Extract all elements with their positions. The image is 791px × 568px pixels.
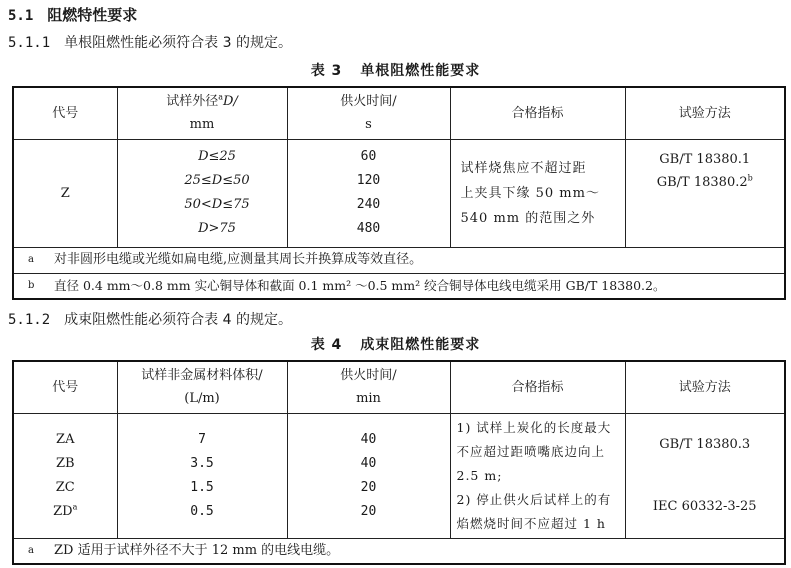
criteria-line: 试样烧焦应不超过距 [460,160,587,176]
time-value: 40 [360,455,377,471]
criteria-line: 1) 试样上炭化的长度最大 [456,419,612,435]
criteria-line: 540 mm 的范围之外 [460,210,596,226]
criteria-line: 2) 停止供火后试样上的有 [456,491,612,507]
table4-header-criteria: 合格指标 [450,361,625,413]
table3-header-criteria: 合格指标 [450,87,625,139]
diameter-row: 25≤D≤50 [184,173,250,188]
method-line: GB/T 18380.3 [659,437,751,452]
volume-value: 0.5 [190,503,214,519]
section-heading [8,4,137,25]
table4-volumes [117,413,287,538]
time-value: 480 [356,221,381,236]
table3-header-method: 试验方法 [625,87,785,139]
clause-text: 成束阻燃性能必须符合表 4 的规定。 [64,312,292,328]
method-footnote-mark: b [747,173,753,183]
table3-code: Z [13,139,117,247]
volume-value: 1.5 [190,479,214,495]
clause-number: 5.1.2 [8,312,51,328]
time-value: 120 [356,173,381,188]
clause-number: 5.1.1 [8,35,51,51]
diameter-row: D>75 [198,221,236,236]
table3-caption-number: 表 3 [310,63,343,79]
table3-note-b [13,273,785,299]
table4-header-volume [117,361,287,413]
method-line: GB/T 18380.2$^b$ [656,173,753,190]
time-header-text: 供火时间/ [340,368,397,384]
table3-times [287,139,450,247]
clause-text: 单根阻燃性能必须符合表 3 的规定。 [64,35,292,51]
table4-caption [0,334,791,354]
table-4 [12,360,786,565]
table3-caption-title: 单根阻燃性能要求 [360,63,481,79]
criteria-line: 不应超过距喷嘴底边向上 [456,443,606,459]
diam-header-unit: mm [189,117,215,133]
diam-header-footnote-mark: a [218,92,223,102]
note-text: 对非圆形电缆或光缆如扁电缆,应测量其周长并换算成等效直径。 [54,252,423,267]
volume-value: 7 [198,431,206,447]
table4-note-a [13,538,785,564]
diameter-row: 50<D≤75 [184,197,250,212]
table4-codes [13,413,117,538]
table3-header-code: 代号 [13,87,117,139]
time-value: 20 [360,479,377,495]
table3-criteria [450,139,625,247]
table3-header-time [287,87,450,139]
section-number: 5.1 [8,8,34,24]
note-mark: b [28,279,35,291]
diam-header-symbol: D/ [222,94,238,110]
table4-caption-title: 成束阻燃性能要求 [360,337,481,353]
table4-caption-number: 表 4 [310,337,343,353]
criteria-line: 上夹具下缘 50 mm～ [460,185,600,201]
time-header-unit: min [356,391,381,407]
criteria-line: 焰燃烧时间不应超过 1 h [456,515,606,531]
note-text: 直径 0.4 mm～0.8 mm 实心铜导体和截面 0.1 mm² ～0.5 mm² 绞合铜导体电线电缆采用 GB/T 18380.2。 [54,277,666,293]
volume-header-unit: (L/m) [184,391,220,407]
table4-methods [625,413,785,538]
table3-methods [625,139,785,247]
table4-header-code: 代号 [13,361,117,413]
note-mark: a [28,253,34,265]
table4-header-time [287,361,450,413]
time-value: 60 [360,149,377,164]
clause-5-1-2 [8,309,292,329]
table3-header-diameter [117,87,287,139]
method-line: GB/T 18380.1 [659,151,751,167]
table4-times [287,413,450,538]
note-mark: a [28,544,34,556]
table4-criteria [450,413,625,538]
table3-note-row [13,247,785,273]
diam-header-text: 试样外径 [166,94,219,110]
time-value: 40 [360,431,377,447]
time-value: 240 [356,197,381,212]
code-value: $ZD^a$ [53,502,78,519]
table4-header-row [13,361,785,413]
criteria-line: 2.5 m; [456,467,503,483]
time-value: 20 [360,503,377,519]
clause-5-1-1 [8,32,292,52]
time-header-text: 供火时间/ [340,94,397,110]
code-value: ZC [55,479,75,495]
code-value: ZA [56,431,75,447]
table3-diameters [117,139,287,247]
table3-header-row [13,87,785,139]
table4-header-method: 试验方法 [625,361,785,413]
diameter-row: D≤25 [198,149,236,164]
note-text: ZD 适用于试样外径不大于 12 mm 的电线电缆。 [54,542,340,558]
table3-caption [0,60,791,80]
volume-header-text: 试样非金属材料体积/ [141,368,263,384]
table-3 [12,86,786,300]
table3-body-row [13,139,785,247]
code-footnote-mark: a [72,502,78,512]
volume-value: 3.5 [190,455,214,471]
table4-body-row [13,413,785,538]
section-title: 阻燃特性要求 [47,6,138,24]
time-header-unit: s [365,117,372,133]
table3-note-a [13,247,785,273]
table4-note-row [13,538,785,564]
code-value: ZB [55,455,75,471]
method-line: IEC 60332-3-25 [652,499,757,514]
table3-note-row [13,273,785,299]
